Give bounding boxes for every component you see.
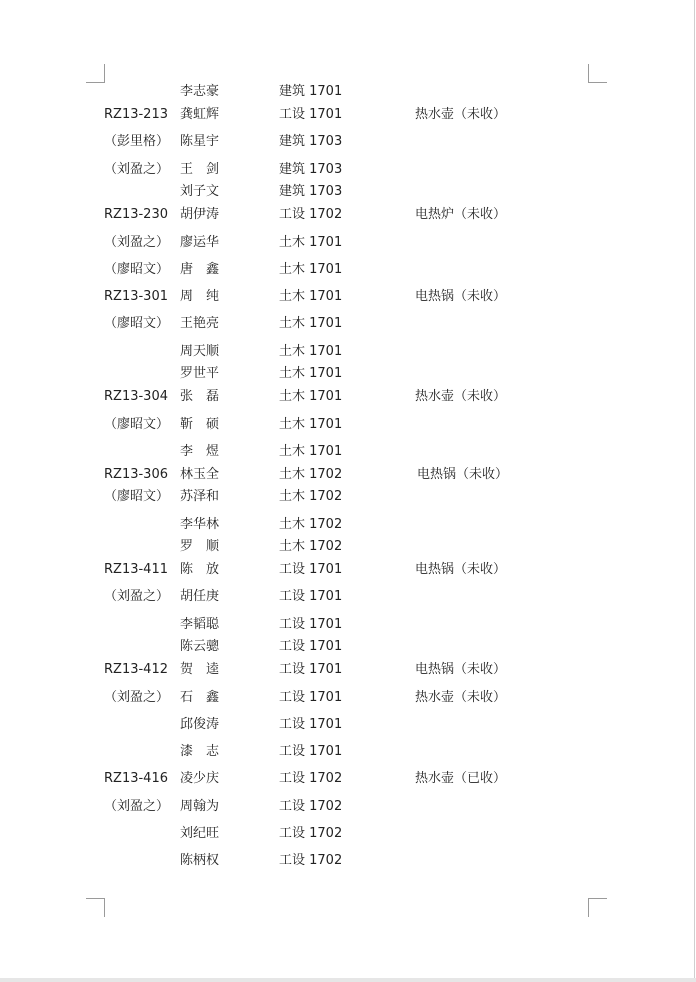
appliance-cell: 电热锅（未收）: [415, 289, 507, 304]
class-cell: 工设 1701: [279, 662, 343, 677]
class-cell: 工设 1702: [279, 771, 343, 786]
page-bottom-edge: [0, 978, 696, 982]
student-name: 周 纯: [180, 289, 220, 304]
class-cell: 土木 1702: [279, 489, 343, 504]
class-cell: 工设 1701: [279, 744, 343, 759]
class-cell: 土木 1701: [279, 316, 343, 331]
student-name: 张 磊: [180, 389, 220, 404]
class-cell: 工设 1701: [279, 107, 343, 122]
room-cell: RZ13-412: [104, 662, 168, 677]
student-name: 凌少庆: [180, 771, 220, 786]
class-cell: 土木 1701: [279, 366, 343, 381]
room-cell: （刘盈之）: [104, 589, 170, 604]
student-name: 李 煜: [180, 444, 220, 459]
student-name: 靳 硕: [180, 417, 220, 432]
room-cell: RZ13-411: [104, 562, 168, 577]
student-name: 刘子文: [180, 184, 220, 199]
room-cell: RZ13-416: [104, 771, 168, 786]
appliance-cell: 电热锅（未收）: [415, 562, 507, 577]
room-cell: （刘盈之）: [104, 162, 170, 177]
room-cell: RZ13-306: [104, 467, 168, 482]
class-cell: 工设 1702: [279, 853, 343, 868]
class-cell: 土木 1701: [279, 289, 343, 304]
student-name: 罗世平: [180, 366, 220, 381]
class-cell: 工设 1702: [279, 826, 343, 841]
room-cell: （廖昭文）: [104, 489, 170, 504]
crop-mark-bottom-left: [86, 898, 105, 917]
room-cell: （廖昭文）: [104, 316, 170, 331]
student-name: 贺 逵: [180, 662, 220, 677]
class-cell: 工设 1702: [279, 799, 343, 814]
class-cell: 土木 1702: [279, 539, 343, 554]
appliance-cell: 热水壶（已收）: [415, 771, 507, 786]
appliance-cell: 电热锅（未收）: [415, 662, 507, 677]
student-name: 李华林: [180, 517, 220, 532]
room-cell: （刘盈之）: [104, 799, 170, 814]
class-cell: 工设 1701: [279, 690, 343, 705]
student-name: 苏泽和: [180, 489, 220, 504]
class-cell: 工设 1702: [279, 207, 343, 222]
student-name: 陈 放: [180, 562, 220, 577]
student-name: 石 鑫: [180, 690, 220, 705]
class-cell: 土木 1702: [279, 517, 343, 532]
class-cell: 工设 1701: [279, 617, 343, 632]
student-name: 陈星宇: [180, 134, 220, 149]
student-name: 罗 顺: [180, 539, 220, 554]
student-name: 漆 志: [180, 744, 220, 759]
student-name: 李韬聪: [180, 617, 220, 632]
crop-mark-top-left: [86, 64, 105, 83]
crop-mark-top-right: [588, 64, 607, 83]
student-name: 周翰为: [180, 799, 220, 814]
student-name: 陈云骢: [180, 639, 220, 654]
appliance-cell: 电热锅（未收）: [417, 467, 509, 482]
class-cell: 工设 1701: [279, 562, 343, 577]
student-name: 李志豪: [180, 84, 220, 99]
appliance-cell: 热水壶（未收）: [415, 690, 507, 705]
student-name: 王艳亮: [180, 316, 220, 331]
class-cell: 工设 1701: [279, 717, 343, 732]
student-name: 胡伊涛: [180, 207, 220, 222]
class-cell: 土木 1701: [279, 417, 343, 432]
student-name: 唐 鑫: [180, 262, 220, 277]
room-cell: （刘盈之）: [104, 690, 170, 705]
room-cell: （刘盈之）: [104, 235, 170, 250]
crop-mark-bottom-right: [588, 898, 607, 917]
class-cell: 工设 1701: [279, 639, 343, 654]
appliance-cell: 热水壶（未收）: [415, 389, 507, 404]
student-name: 刘纪旺: [180, 826, 220, 841]
room-cell: RZ13-213: [104, 107, 168, 122]
class-cell: 建筑 1703: [279, 134, 343, 149]
room-cell: RZ13-301: [104, 289, 168, 304]
class-cell: 建筑 1703: [279, 162, 343, 177]
room-cell: （彭里格）: [104, 134, 170, 149]
room-cell: RZ13-230: [104, 207, 168, 222]
class-cell: 土木 1701: [279, 235, 343, 250]
class-cell: 土木 1701: [279, 262, 343, 277]
room-cell: RZ13-304: [104, 389, 168, 404]
room-cell: （廖昭文）: [104, 417, 170, 432]
student-name: 廖运华: [180, 235, 220, 250]
page-edge: [694, 0, 695, 982]
student-name: 王 剑: [180, 162, 220, 177]
student-name: 胡任庚: [180, 589, 220, 604]
student-name: 林玉全: [180, 467, 220, 482]
student-name: 周天顺: [180, 344, 220, 359]
student-name: 邱俊涛: [180, 717, 220, 732]
appliance-cell: 电热炉（未收）: [415, 207, 507, 222]
class-cell: 工设 1701: [279, 589, 343, 604]
class-cell: 建筑 1701: [279, 84, 343, 99]
class-cell: 建筑 1703: [279, 184, 343, 199]
room-cell: （廖昭文）: [104, 262, 170, 277]
appliance-cell: 热水壶（未收）: [415, 107, 507, 122]
class-cell: 土木 1702: [279, 467, 343, 482]
class-cell: 土木 1701: [279, 389, 343, 404]
class-cell: 土木 1701: [279, 444, 343, 459]
student-name: 龚虹辉: [180, 107, 220, 122]
student-name: 陈柄权: [180, 853, 220, 868]
class-cell: 土木 1701: [279, 344, 343, 359]
